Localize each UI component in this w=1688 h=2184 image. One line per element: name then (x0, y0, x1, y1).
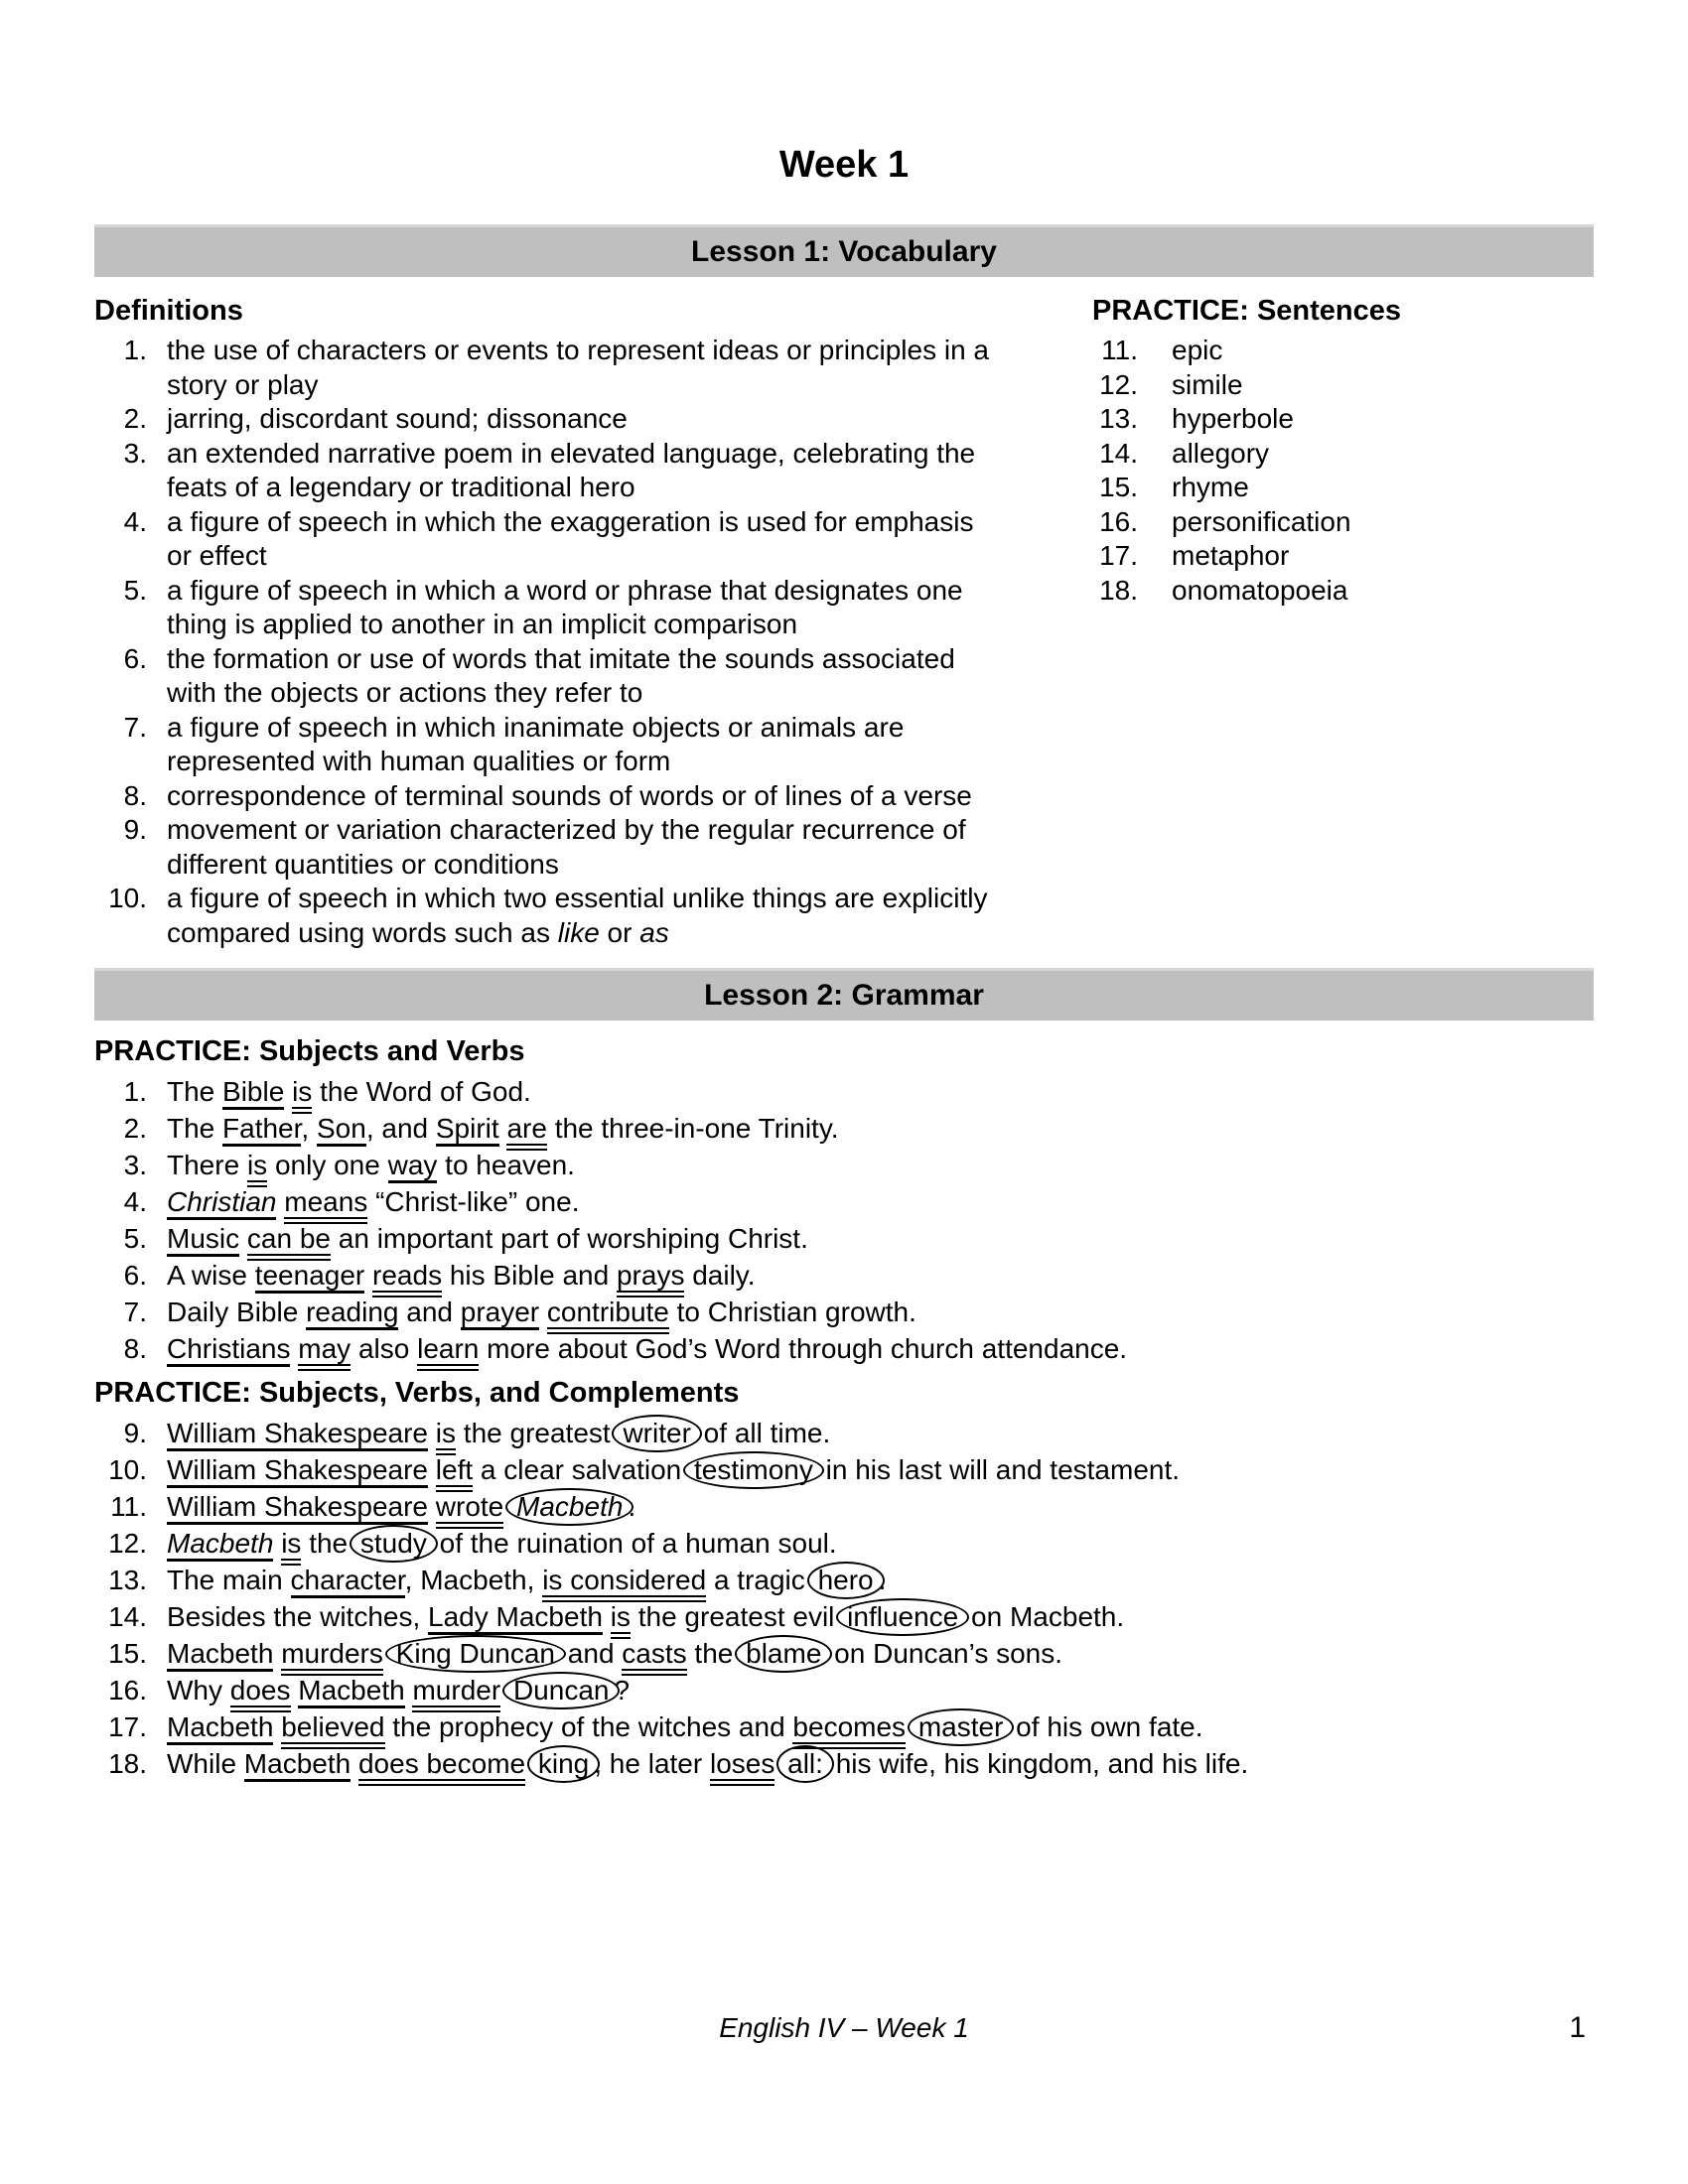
item-number: 1. (123, 1076, 147, 1107)
text-segment: , he later (594, 1748, 710, 1779)
item-number: 16. (1099, 505, 1138, 537)
text-segment: simile (1172, 368, 1243, 400)
text-segment: on Macbeth. (963, 1601, 1125, 1632)
text-segment: only one (267, 1150, 388, 1180)
item-number: 17. (1099, 540, 1138, 571)
text-segment: to heaven. (437, 1150, 575, 1180)
text-segment: to Christian growth. (668, 1297, 916, 1327)
text-segment (239, 1223, 247, 1254)
item-text (167, 1330, 1127, 1367)
subject-segment: Macbeth (298, 1675, 404, 1708)
item-number: 8. (123, 779, 147, 811)
subject-segment: Father (222, 1113, 301, 1147)
verb-segment: is considered (542, 1565, 706, 1602)
text-segment: or (599, 916, 640, 948)
list-item (94, 779, 1092, 814)
text-segment: the prophecy of the witches and (384, 1711, 793, 1742)
text-segment: a tragic (706, 1565, 813, 1595)
item-number: 17. (108, 1711, 147, 1742)
circle-segment: testimony (683, 1451, 824, 1489)
circle-segment: influence (836, 1598, 969, 1636)
subject-segment: Christians (167, 1333, 290, 1367)
text-segment: onomatopoeia (1172, 574, 1348, 606)
text-segment: the use of characters or events to represent ideas or principles in a story or play (167, 335, 989, 400)
item-text (167, 574, 1001, 642)
list-item (94, 1525, 1594, 1562)
list-item (94, 1294, 1594, 1330)
item-number: 11. (1101, 335, 1138, 365)
item-number: 5. (123, 574, 147, 606)
verb-segment: loses (710, 1748, 774, 1786)
text-segment: The (167, 1113, 223, 1144)
text-segment: an extended narrative poem in elevated language, celebrating the feats of a legendary or traditional hero (167, 437, 976, 502)
list-item (94, 505, 1092, 574)
lesson1-columns (94, 295, 1594, 950)
item-text (167, 1183, 579, 1220)
subject-segment: Bible (222, 1076, 284, 1110)
text-segment: a figure of speech in which a word or phrase that designates one thing is applied to another in an implicit comparison (167, 574, 963, 639)
item-number: 14. (1099, 437, 1138, 469)
list-item (94, 1598, 1594, 1635)
text-segment: metaphor (1172, 540, 1290, 571)
text-segment: hyperbole (1172, 403, 1294, 434)
subject-segment: reading (306, 1297, 398, 1330)
verb-segment: is (247, 1150, 267, 1187)
italic-segment: like (557, 916, 600, 948)
subject-segment: Spirit (436, 1113, 499, 1147)
item-number: 6. (123, 642, 147, 674)
text-segment: allegory (1172, 437, 1270, 469)
text-segment: jarring, discordant sound; dissonance (167, 403, 628, 434)
text-segment: the formation or use of words that imitate the sounds associated with the objects or actions they refer to (167, 642, 955, 708)
list-item (94, 1745, 1594, 1782)
definitions-column (94, 295, 1092, 950)
list-item (94, 642, 1092, 711)
circle-segment: King Duncan (385, 1635, 566, 1673)
subjects-verbs-complements-heading: PRACTICE: Subjects, Verbs, and Complements (94, 1377, 740, 1409)
list-item (1092, 402, 1594, 437)
item-number: 2. (123, 1113, 147, 1144)
item-number: 10. (108, 1454, 147, 1485)
item-text (167, 642, 1001, 711)
text-segment (428, 1491, 436, 1522)
practice-sentences-heading: PRACTICE: Sentences (1092, 295, 1402, 327)
item-text (167, 1220, 808, 1257)
text-segment (428, 1418, 436, 1448)
list-item (94, 1330, 1594, 1367)
definitions-heading: Definitions (94, 295, 243, 327)
text-segment: movement or variation characterized by the regular recurrence of different quantities or conditions (167, 814, 966, 880)
verb-segment: are (506, 1113, 546, 1151)
item-number: 13. (1099, 403, 1138, 434)
text-segment: the (301, 1528, 355, 1559)
text-segment: , (301, 1113, 317, 1144)
text-segment: more about God’s Word through church attendance. (479, 1333, 1128, 1364)
text-segment: a figure of speech in which the exaggeration is used for emphasis or effect (167, 505, 974, 571)
item-number: 18. (1099, 574, 1138, 606)
text-segment: correspondence of terminal sounds of words or of lines of a verse (167, 779, 972, 811)
item-text (167, 1672, 630, 1708)
item-text (167, 882, 1001, 950)
text-segment: There (167, 1150, 247, 1180)
text-segment: of his own fate. (1008, 1711, 1203, 1742)
text-segment: and (398, 1297, 461, 1327)
text-segment: the greatest evil (630, 1601, 843, 1632)
list-item (94, 1257, 1594, 1294)
list-item (94, 1183, 1594, 1220)
verb-segment: believed (281, 1711, 384, 1749)
text-segment: an important part of worshiping Christ. (330, 1223, 808, 1254)
definitions-list (94, 334, 1092, 950)
page-number: 1 (1569, 2011, 1586, 2044)
item-number: 9. (123, 814, 147, 845)
list-item (94, 1220, 1594, 1257)
subject-segment: character (291, 1565, 405, 1598)
list-item (94, 813, 1092, 882)
text-segment: rhyme (1172, 472, 1249, 502)
item-text (167, 505, 1001, 574)
text-segment: Why (167, 1675, 230, 1706)
item-text (167, 437, 1001, 505)
list-item (94, 1708, 1594, 1745)
text-segment: . (878, 1565, 887, 1595)
subject-segment: Macbeth (167, 1711, 273, 1745)
item-text (1172, 574, 1347, 609)
list-item (94, 574, 1092, 642)
footer-text: English IV – Week 1 (719, 2012, 969, 2043)
item-number: 4. (123, 1186, 147, 1217)
text-segment: ? (614, 1675, 631, 1706)
list-item (1092, 471, 1594, 505)
item-text (167, 1635, 1062, 1672)
item-number: 9. (123, 1418, 147, 1448)
item-number: 4. (123, 505, 147, 537)
item-text (167, 1562, 886, 1598)
list-item (94, 882, 1092, 950)
list-item (94, 1451, 1594, 1488)
circle-segment: writer (612, 1415, 701, 1452)
list-item (94, 1488, 1594, 1525)
page-footer (94, 2011, 1594, 2045)
item-text (167, 1525, 837, 1562)
text-segment: daily. (684, 1260, 756, 1291)
verb-segment: reads (372, 1260, 442, 1297)
verb-segment: is (281, 1528, 301, 1566)
text-segment (539, 1297, 547, 1327)
text-segment: the greatest (456, 1418, 619, 1448)
text-segment (603, 1601, 611, 1632)
text-segment (428, 1454, 436, 1485)
text-segment: his Bible and (442, 1260, 617, 1291)
circle-segment: hero (807, 1562, 885, 1599)
item-number: 15. (108, 1638, 147, 1669)
item-text (167, 711, 1001, 779)
text-segment: Daily Bible (167, 1297, 307, 1327)
text-segment: of all time. (695, 1418, 831, 1448)
text-segment: epic (1172, 335, 1223, 365)
list-item (94, 1073, 1594, 1110)
text-segment: and (560, 1638, 623, 1669)
text-segment: , Macbeth, (404, 1565, 543, 1595)
list-item (1092, 437, 1594, 472)
list-item (94, 1147, 1594, 1183)
item-number: 7. (123, 1297, 147, 1327)
subjects-verbs-list (94, 1073, 1594, 1367)
verb-segment: casts (622, 1638, 686, 1676)
item-text (1172, 539, 1289, 574)
subject-segment: Music (167, 1223, 239, 1257)
circle-segment: all: (776, 1745, 834, 1783)
subject-segment: prayer (461, 1297, 539, 1330)
verb-segment: does (230, 1675, 291, 1712)
subject-segment: William Shakespeare (167, 1491, 428, 1525)
item-text (167, 1708, 1203, 1745)
subject-segment: way (388, 1150, 438, 1183)
text-segment: a figure of speech in which two essential unlike things are explicitly compared using words such as (167, 883, 988, 948)
circle-segment: king (527, 1745, 600, 1783)
text-segment: personification (1172, 505, 1351, 537)
item-text (1172, 505, 1351, 540)
page-content (94, 0, 1594, 1782)
list-item (1092, 539, 1594, 574)
subject-segment: Macbeth (167, 1528, 273, 1562)
circle-segment: Macbeth (505, 1488, 633, 1526)
item-text (1172, 437, 1269, 472)
item-text (167, 813, 1001, 882)
lesson2-banner: Lesson 2: Grammar (94, 968, 1594, 1021)
verb-segment: contribute (547, 1297, 669, 1334)
list-item (94, 437, 1092, 505)
text-segment: his wife, his kingdom, and his life. (827, 1748, 1249, 1779)
subject-segment: teenager (255, 1260, 365, 1294)
verb-segment: prays (617, 1260, 684, 1297)
item-text (167, 1415, 830, 1451)
item-text (1172, 402, 1294, 437)
item-text (167, 334, 1001, 402)
text-segment: the three-in-one Trinity. (546, 1113, 839, 1144)
text-segment: the Word of God. (312, 1076, 531, 1107)
verb-segment: can be (247, 1223, 331, 1261)
page-title: Week 1 (778, 144, 910, 186)
verb-segment: is (436, 1418, 456, 1455)
text-segment: . (628, 1491, 636, 1522)
verb-segment: learn (417, 1333, 479, 1371)
text-segment: A wise (167, 1260, 255, 1291)
practice-sentences-column (1092, 295, 1594, 950)
text-segment: the (686, 1638, 742, 1669)
list-item (94, 334, 1092, 402)
item-number: 1. (123, 335, 147, 365)
item-text (1172, 334, 1222, 368)
verb-segment: may (298, 1333, 351, 1371)
text-segment: Besides the witches, (167, 1601, 429, 1632)
subject-segment: Son (317, 1113, 366, 1147)
practice-sentences-list (1092, 334, 1594, 608)
text-segment: a figure of speech in which inanimate objects or animals are represented with human qualities or form (167, 711, 905, 776)
item-text (1172, 471, 1249, 505)
item-number: 7. (123, 711, 147, 743)
item-text (167, 1488, 635, 1525)
item-number: 6. (123, 1260, 147, 1291)
item-text (167, 1110, 839, 1147)
text-segment: While (167, 1748, 244, 1779)
verb-segment: does become (358, 1748, 525, 1786)
item-text (167, 1257, 756, 1294)
verb-segment: left (436, 1454, 473, 1492)
text-segment: The main (167, 1565, 291, 1595)
item-number: 3. (123, 437, 147, 469)
list-item (94, 1562, 1594, 1598)
verb-segment: murders (281, 1638, 383, 1676)
item-number: 5. (123, 1223, 147, 1254)
circle-segment: master (908, 1708, 1015, 1746)
item-number: 12. (1099, 368, 1138, 400)
subject-segment: Lady Macbeth (428, 1601, 603, 1635)
text-segment (284, 1076, 292, 1107)
verb-segment: murder (412, 1675, 500, 1712)
item-number: 8. (123, 1333, 147, 1364)
item-text (167, 402, 1001, 437)
item-text (167, 1294, 916, 1330)
text-segment (351, 1748, 358, 1779)
item-text (167, 1147, 575, 1183)
item-number: 2. (123, 403, 147, 434)
list-item (94, 402, 1092, 437)
item-text (167, 1073, 531, 1110)
subject-segment: Christian (167, 1186, 276, 1220)
text-segment: a clear salvation (473, 1454, 690, 1485)
item-number: 12. (108, 1528, 147, 1559)
text-segment (364, 1260, 372, 1291)
verb-segment: wrote (436, 1491, 503, 1529)
italic-segment: as (639, 916, 669, 948)
list-item (1092, 334, 1594, 368)
verb-segment: means (284, 1186, 367, 1224)
lesson1-banner: Lesson 1: Vocabulary (94, 224, 1594, 277)
list-item (94, 711, 1092, 779)
subject-segment: William Shakespeare (167, 1418, 428, 1451)
circle-segment: blame (735, 1635, 832, 1673)
item-text (167, 1598, 1124, 1635)
text-segment: “Christ-like” one. (367, 1186, 580, 1217)
list-item (1092, 574, 1594, 609)
text-segment: on Duncan’s sons. (826, 1638, 1063, 1669)
subject-segment: William Shakespeare (167, 1454, 428, 1488)
item-text (167, 1745, 1248, 1782)
text-segment: also (351, 1333, 418, 1364)
subject-segment: Macbeth (167, 1638, 273, 1672)
item-number: 10. (108, 883, 147, 913)
item-number: 3. (123, 1150, 147, 1180)
item-number: 16. (108, 1675, 147, 1706)
verb-segment: is (292, 1076, 312, 1114)
item-text (167, 779, 1001, 814)
list-item (94, 1415, 1594, 1451)
list-item (1092, 505, 1594, 540)
text-segment: , and (365, 1113, 436, 1144)
list-item (1092, 368, 1594, 403)
subjects-verbs-heading: PRACTICE: Subjects and Verbs (94, 1035, 525, 1067)
subjects-verbs-complements-list (94, 1415, 1594, 1782)
text-segment: The (167, 1076, 223, 1107)
circle-segment: study (350, 1525, 438, 1563)
item-number: 18. (108, 1748, 147, 1779)
text-segment: of the ruination of a human soul. (431, 1528, 837, 1559)
verb-segment: becomes (792, 1711, 906, 1749)
list-item (94, 1110, 1594, 1147)
item-number: 14. (108, 1601, 147, 1632)
item-text (167, 1451, 1180, 1488)
item-number: 13. (108, 1565, 147, 1595)
item-number: 15. (1099, 472, 1138, 502)
item-text (1172, 368, 1243, 403)
text-segment: in his last will and testament. (817, 1454, 1181, 1485)
list-item (94, 1635, 1594, 1672)
item-number: 11. (110, 1491, 147, 1522)
verb-segment: is (611, 1601, 631, 1639)
circle-segment: Duncan (502, 1672, 621, 1709)
list-item (94, 1672, 1594, 1708)
subject-segment: Macbeth (244, 1748, 351, 1782)
